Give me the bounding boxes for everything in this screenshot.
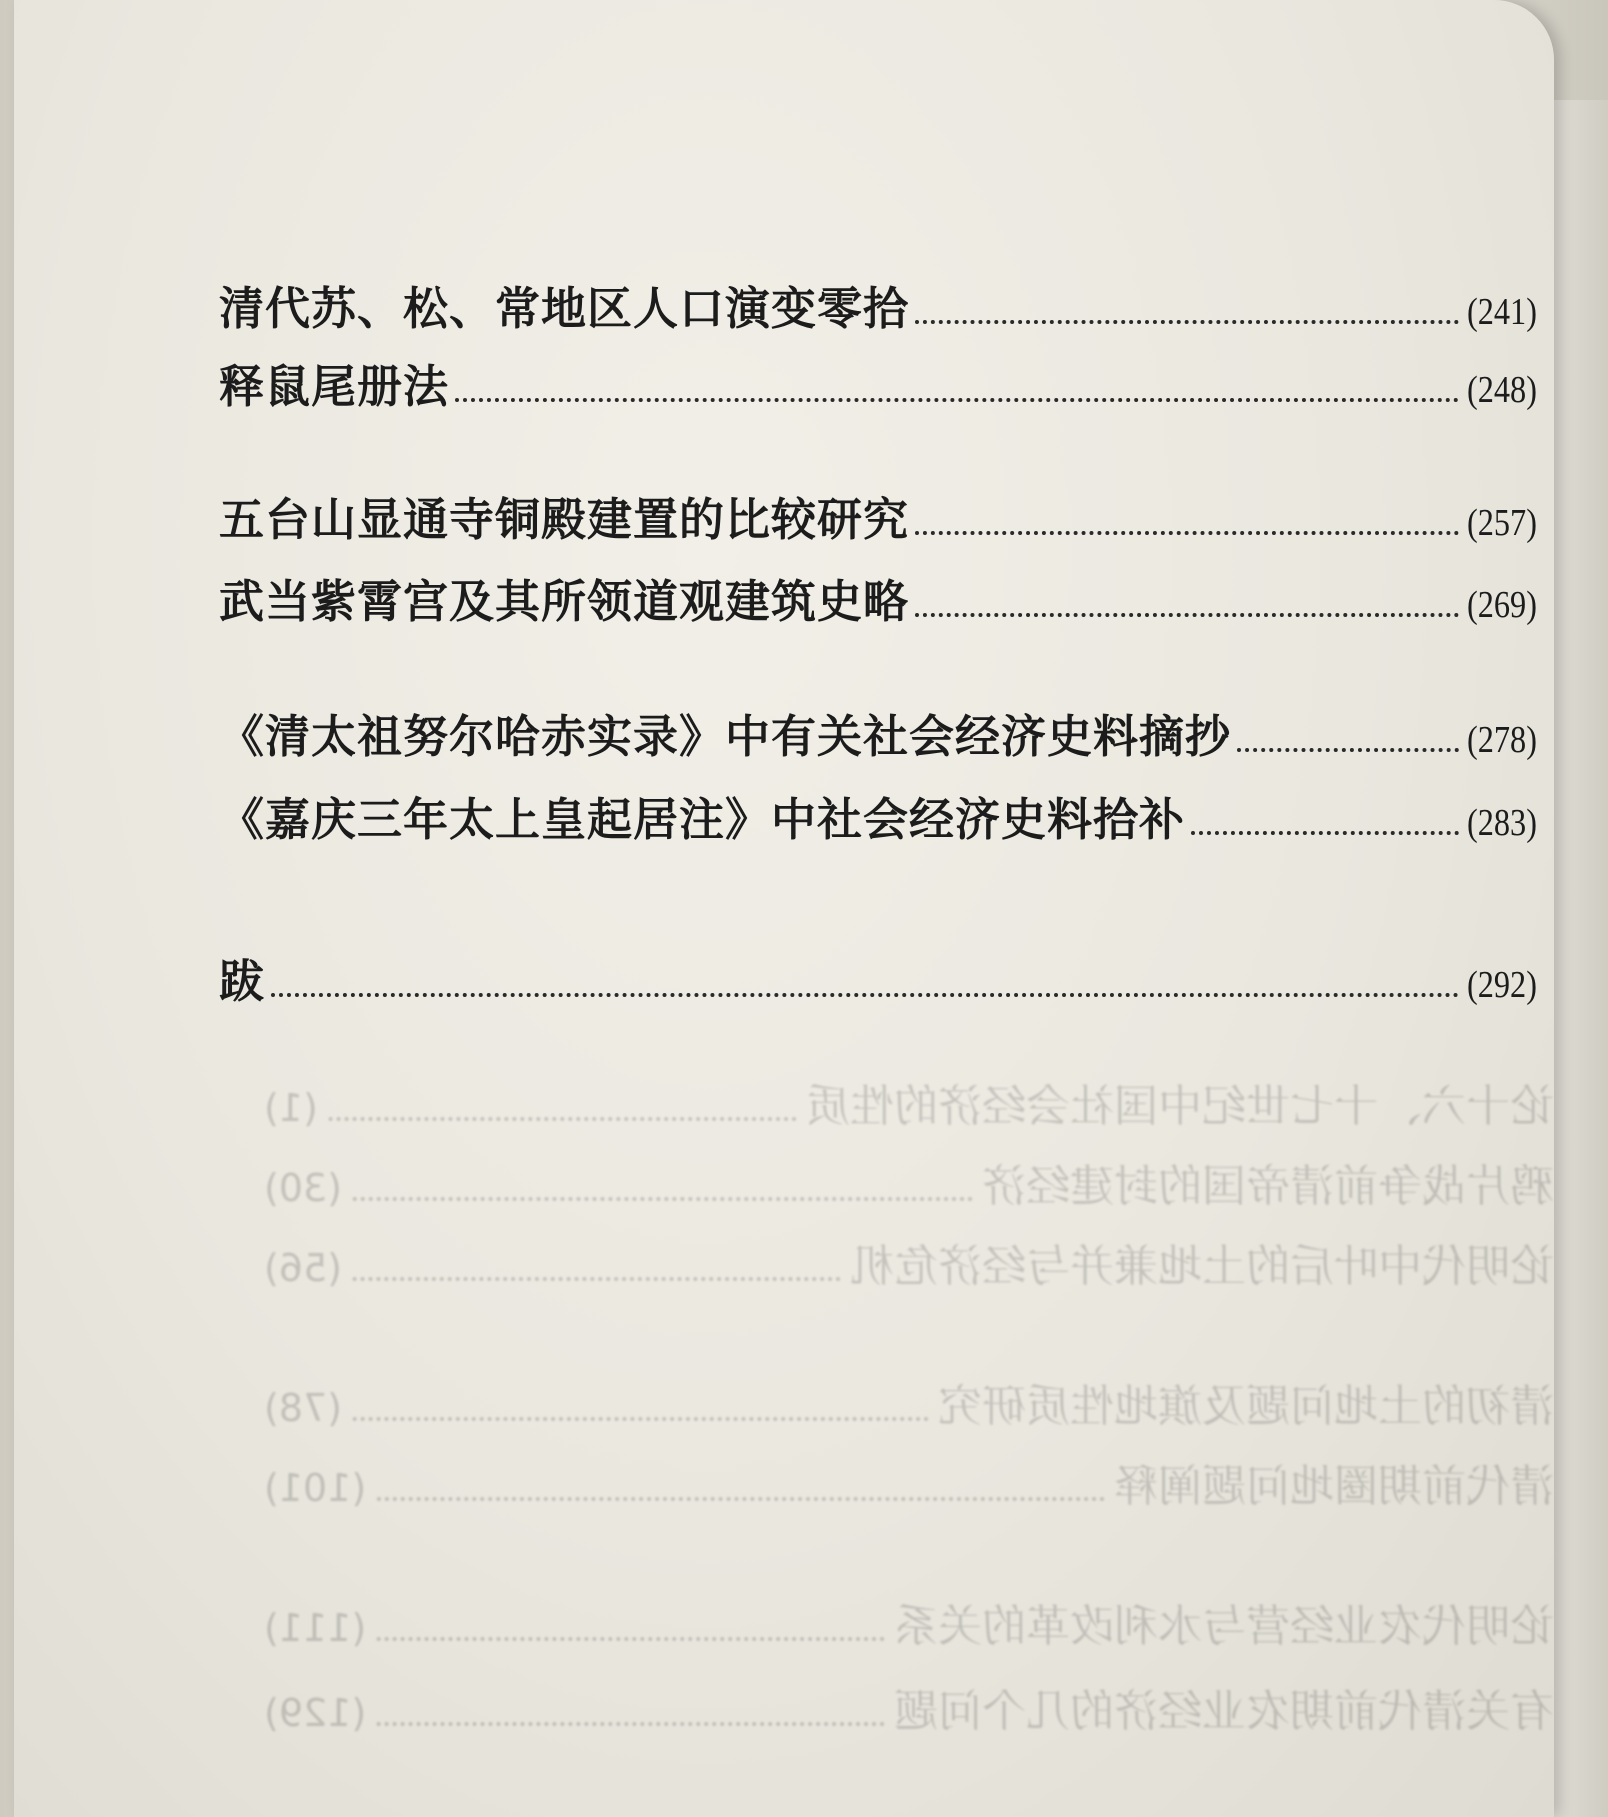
toc-entry	[219, 272, 1554, 337]
ghost-entry: 鸦片战争前清帝国的封建经济 (30)	[264, 1161, 1554, 1212]
ghost-entry: 论十六、十七世纪中国社会经济的性质 (1)	[264, 1081, 1554, 1132]
toc-entry	[219, 700, 1554, 765]
page-number: (283)	[1467, 802, 1537, 844]
entry-title: 五台山显通寺铜殿建置的比较研究	[219, 493, 910, 546]
leader-dots	[271, 993, 1459, 997]
table-of-contents	[14, 0, 1554, 1817]
ghost-entry: 清代前期圈地问题阐释 (101)	[264, 1461, 1554, 1512]
entry-title: 《清太祖努尔哈赤实录》中有关社会经济史料摘抄	[219, 710, 1232, 763]
ghost-entry: 清初的土地问题及旗地性质研究 (78)	[264, 1381, 1554, 1432]
toc-entry	[219, 565, 1554, 630]
entry-title: 《嘉庆三年太上皇起居注》中社会经济史料拾补	[219, 793, 1186, 846]
ghost-entry: 论明代农业经营与水利改革的关系 (111)	[264, 1601, 1554, 1652]
leader-dots	[915, 320, 1459, 324]
page-number: (292)	[1467, 964, 1537, 1006]
toc-entry	[219, 350, 1554, 415]
entry-title: 清代苏、松、常地区人口演变零拾	[219, 282, 910, 335]
entry-title: 跋	[219, 955, 266, 1008]
toc-entry	[219, 945, 1554, 1010]
ghost-entry: 论明代中叶后的土地兼并与经济危机 (56)	[264, 1241, 1554, 1292]
ghost-entry: 有关清代前期农业经济的几个问题 (129)	[264, 1686, 1554, 1737]
page-number: (248)	[1467, 369, 1537, 411]
leader-dots	[1191, 831, 1459, 835]
entry-title: 武当紫霄宫及其所领道观建筑史略	[219, 575, 910, 628]
leader-dots	[1237, 748, 1459, 752]
page-number: (241)	[1467, 291, 1537, 333]
entry-title: 释鼠尾册法	[219, 360, 450, 413]
page-number: (278)	[1467, 719, 1537, 761]
page-number: (257)	[1467, 502, 1537, 544]
leader-dots	[915, 613, 1459, 617]
toc-entry	[219, 783, 1554, 848]
toc-entry	[219, 483, 1554, 548]
book-page	[14, 0, 1554, 1817]
leader-dots	[915, 531, 1459, 535]
leader-dots	[455, 398, 1459, 402]
page-number: (269)	[1467, 584, 1537, 626]
